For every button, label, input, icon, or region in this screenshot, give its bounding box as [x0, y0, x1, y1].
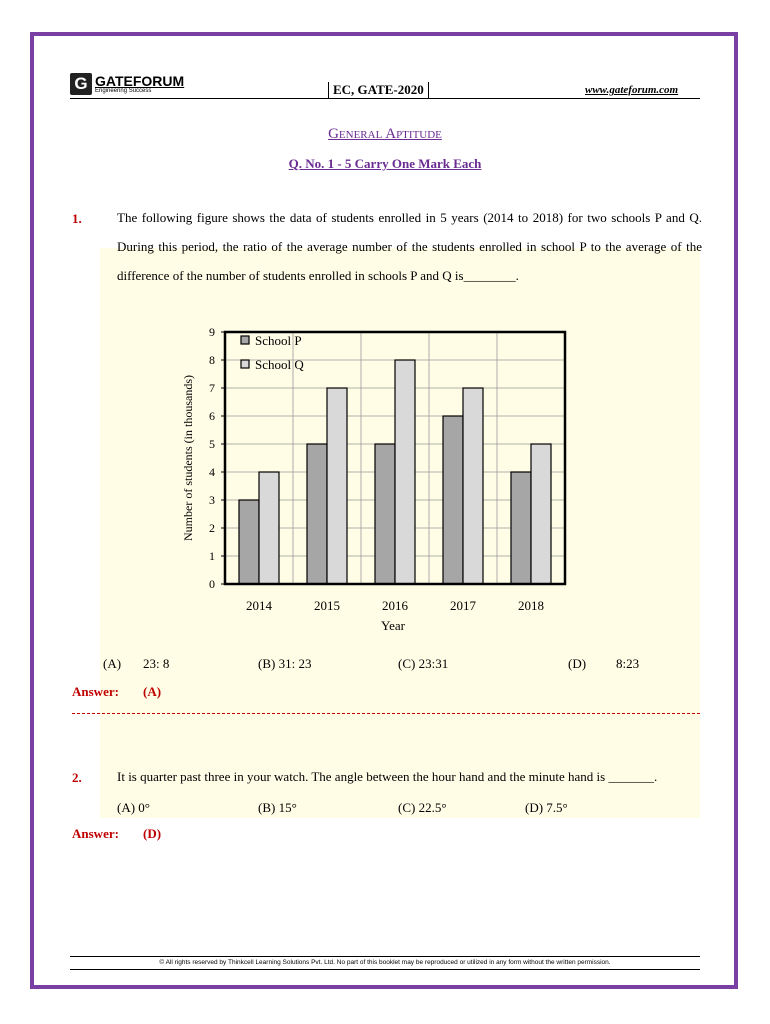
legend-swatch [241, 336, 249, 344]
question-1-text: The following figure shows the data of students enrolled in 5 years (2014 to 2018) for two schools P and Q. During this period, the ratio of the average number of the students enrolled in school P to the average of the difference of the number of students enrolled in schools P and Q is________. [117, 210, 702, 283]
bar-school-p-2016 [375, 444, 395, 584]
legend-label: School Q [255, 357, 304, 372]
q2-option-c: (C) 22.5° [398, 800, 447, 815]
q2-option-d: (D) 7.5° [525, 800, 568, 815]
q2-option-a: (A) 0° [117, 800, 150, 815]
y-tick-label: 3 [209, 493, 215, 507]
x-tick-label: 2014 [246, 598, 272, 613]
y-tick-label: 6 [209, 409, 215, 423]
copyright-footer: © All rights reserved by Thinkcell Learning Solutions Pvt. Ltd. No part of this booklet may be reproduced or utilized in any form without the written permission. [159, 959, 611, 966]
q1-option-c: (C) 23:31 [398, 656, 449, 671]
exam-title: EC, GATE-2020 [328, 82, 429, 98]
bar-school-q-2014 [259, 472, 279, 584]
x-axis-label: Year [381, 618, 405, 633]
bar-school-q-2015 [327, 388, 347, 584]
q1-answer: (A) [143, 684, 162, 699]
y-axis-label: Number of students (in thousands) [181, 375, 195, 541]
y-tick-label: 5 [209, 437, 215, 451]
question-divider [72, 713, 700, 714]
q2-option-b: (B) 15° [258, 800, 297, 815]
q2-answer: (D) [143, 826, 162, 841]
header-rule [70, 98, 700, 99]
question-2-number: 2. [72, 770, 82, 785]
y-tick-label: 4 [209, 465, 215, 479]
section-subtitle: Q. No. 1 - 5 Carry One Mark Each [288, 156, 482, 171]
y-tick-label: 7 [209, 381, 215, 395]
x-tick-label: 2016 [382, 598, 408, 613]
bar-school-q-2018 [531, 444, 551, 584]
footer-rule-bottom [70, 969, 700, 970]
logo-mark: G [70, 73, 92, 95]
question-1-number: 1. [72, 211, 82, 226]
bar-school-q-2017 [463, 388, 483, 584]
website-link[interactable]: www.gateforum.com [585, 84, 679, 96]
legend-swatch [241, 360, 249, 368]
x-tick-label: 2017 [450, 598, 476, 613]
x-tick-label: 2018 [518, 598, 544, 613]
legend-label: School P [255, 333, 302, 348]
y-tick-label: 8 [209, 353, 215, 367]
q2-answer-label: Answer: [72, 826, 119, 841]
y-tick-label: 0 [209, 577, 215, 591]
enrollment-bar-chart [175, 320, 575, 640]
q1-option-a-letter: (A) [103, 656, 122, 671]
bar-school-p-2015 [307, 444, 327, 584]
section-title: General Aptitude [328, 126, 442, 142]
logo-tagline: Engineering Success [95, 88, 152, 94]
chart-legend [241, 333, 304, 372]
y-tick-label: 2 [209, 521, 215, 535]
bar-school-p-2018 [511, 472, 531, 584]
bar-school-q-2016 [395, 360, 415, 584]
q1-option-d-letter: (D) [568, 656, 587, 671]
logo-name: GATEFORUM [95, 73, 185, 89]
q1-option-a-value: 23: 8 [143, 656, 170, 671]
q1-option-b: (B) 31: 23 [258, 656, 312, 671]
bar-school-p-2017 [443, 416, 463, 584]
y-tick-label: 1 [209, 549, 215, 563]
footer-rule-top [70, 956, 700, 957]
chart-x-ticks [246, 598, 544, 613]
bar-school-p-2014 [239, 500, 259, 584]
q1-answer-label: Answer: [72, 684, 119, 699]
y-tick-label: 9 [209, 325, 215, 339]
q1-option-d-value: 8:23 [616, 656, 640, 671]
question-2-text: It is quarter past three in your watch. The angle between the hour hand and the minute hand is _______. [117, 769, 658, 784]
x-tick-label: 2015 [314, 598, 340, 613]
gateforum-logo [70, 73, 184, 95]
chart-y-ticks [209, 325, 225, 591]
